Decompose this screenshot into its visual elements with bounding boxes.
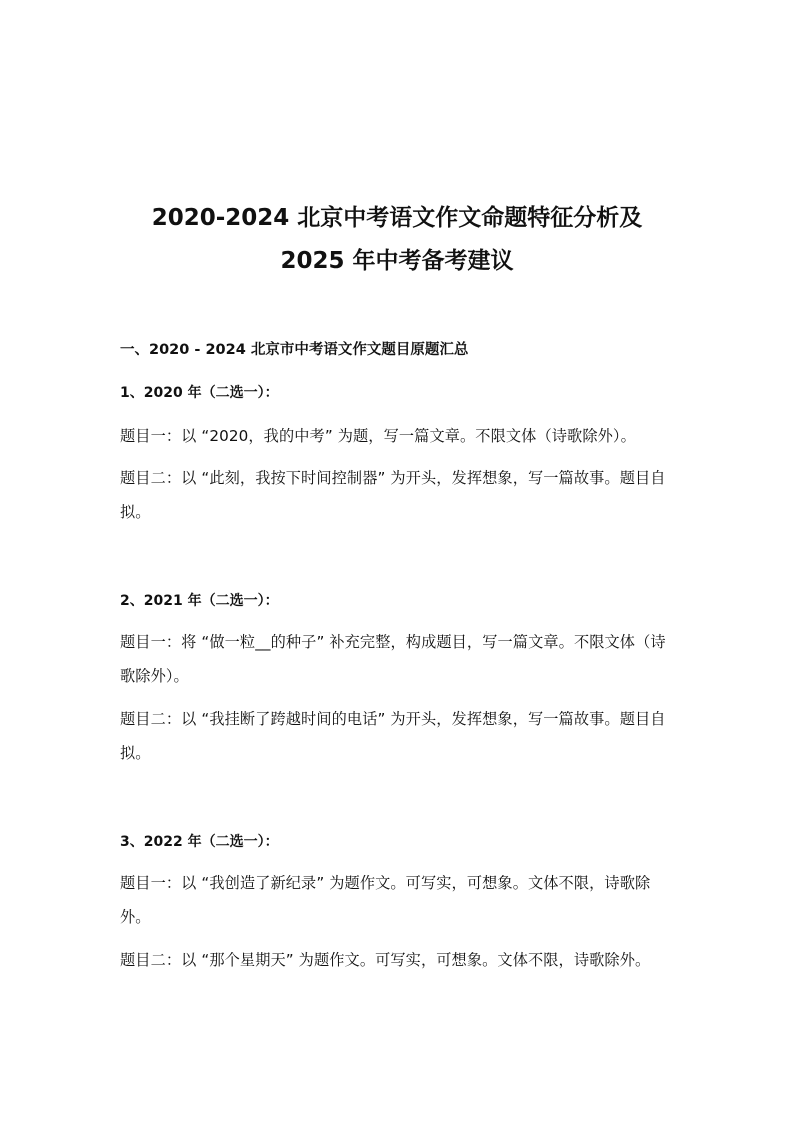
document-title-line1: 2020-2024 北京中考语文作文命题特征分析及 [151,205,643,231]
year-heading-2021: 2、2021 年（二选一）： [120,593,279,609]
section-heading: 一、2020 - 2024 北京市中考语文作文题目原题汇总 [120,342,469,358]
prompt-2022-2: 题目二：以 “那个星期天” 为题作文。可写实，可想象。文体不限，诗歌除外。 [120,951,651,969]
year-heading-2020: 1、2020 年（二选一）： [120,385,279,401]
prompt-2021-1: 题目一：将 “做一粒__的种子” 补充完整，构成题目，写一篇文章。不限文体（诗歌除外）。 [120,633,666,685]
document-title-line2: 2025 年中考备考建议 [280,248,514,274]
prompt-2022-1: 题目一：以 “我创造了新纪录” 为题作文。可写实，可想象。文体不限，诗歌除外。 [120,874,651,926]
year-heading-2022: 3、2022 年（二选一）： [120,834,279,850]
prompt-2021-2: 题目二：以 “我挂断了跨越时间的电话” 为开头，发挥想象，写一篇故事。题目自拟。 [120,710,666,762]
prompt-2020-1: 题目一：以 “2020，我的中考” 为题，写一篇文章。不限文体（诗歌除外）。 [120,427,636,445]
prompt-2020-2: 题目二：以 “此刻，我按下时间控制器” 为开头，发挥想象，写一篇故事。题目自拟。 [120,469,666,521]
